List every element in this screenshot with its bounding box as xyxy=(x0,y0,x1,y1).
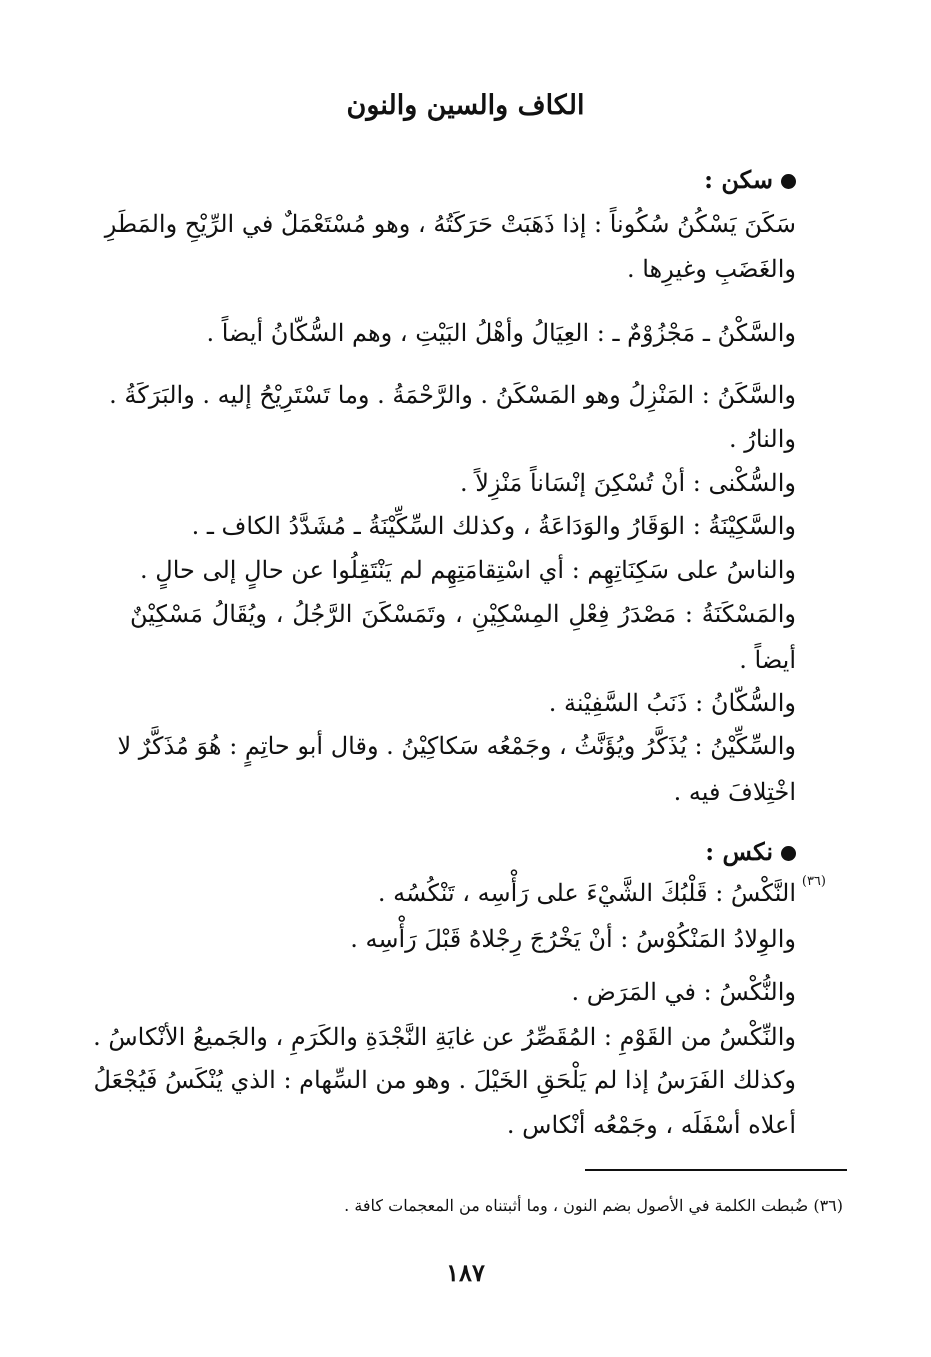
entry-heading-text: سكن : xyxy=(704,165,773,194)
footnote-text: (٣٦) ضُبطت الكلمة في الأصول بضم النون ، وما أثبتناه من المعجمات كافة . xyxy=(344,1196,843,1215)
page-number: ١٨٧ xyxy=(446,1258,485,1287)
entry-line: سَكَنَ يَسْكُنُ سُكُوناً : إذا ذَهَبَتْ حَرَكَتُهُ ، وهو مُسْتَعْمَلٌ في الرِّيْحِ والمَطَرِ xyxy=(104,210,796,238)
footnote-divider xyxy=(585,1169,847,1171)
entry-line: والغَضَبِ وغيرِها . xyxy=(626,255,796,283)
entry-line: والسَّكِيْنَةُ : الوَقَارُ والوَدَاعَةُ ، وكذلك السِّكِّيْنَةُ ـ مُشَدَّدُ الكاف ـ . xyxy=(191,512,796,540)
entry-line: والوِلادُ المَنْكُوْسُ : أنْ يَخْرُجَ رِجْلاهُ قَبْلَ رَأْسِه . xyxy=(350,925,796,953)
entry-line: اخْتِلافَ فيه . xyxy=(673,778,796,806)
footnote-reference: (٣٦) xyxy=(801,874,826,889)
entry-line: وكذلك الفَرَسُ إذا لم يَلْحَقِ الخَيْلَ . وهو من السِّهام : الذي يُنْكَسُ فَيُجْعَلُ xyxy=(93,1066,796,1094)
entry-heading-text: نكس : xyxy=(705,837,773,866)
entry-line: أيضاً . xyxy=(739,646,796,674)
entry-line: والنُّكْسُ : في المَرَض . xyxy=(571,978,796,1006)
entry-heading-nakas xyxy=(705,832,796,872)
entry-line: النَّكْسُ : قَلْبُكَ الشَّيْءَ على رَأْسِه ، تَنْكُسُه . xyxy=(377,879,796,907)
entry-line: والسُّكّانُ : ذَنَبُ السَّفِيْنة . xyxy=(548,689,796,717)
entry-line: والسَّكَنُ : المَنْزِلُ وهو المَسْكَنُ . والرَّحْمَةُ . وما تَسْتَرِيْحُ إليه . والبَرَكَةُ . xyxy=(109,381,796,409)
bullet-icon xyxy=(781,174,796,189)
entry-line: والمَسْكَنَةُ : مَصْدَرُ فِعْلِ المِسْكِيْنِ ، وتَمَسْكَنَ الرَّجُلُ ، ويُقَالُ مَسْكِيْنٌ xyxy=(130,600,797,628)
entry-line: والنِّكْسُ من القَوْمِ : المُقَصِّرُ عن غايَةِ النَّجْدَةِ والكَرَمِ ، والجَميعُ الأنْكاسُ . xyxy=(93,1023,796,1051)
entry-heading-sakan xyxy=(704,160,796,200)
entry-line: والنارُ . xyxy=(729,425,796,453)
entry-line: أعلاه أسْفَلَه ، وجَمْعُه أنْكاس . xyxy=(506,1111,796,1139)
entry-line: والسُّكْنى : أنْ تُسْكِنَ إنْسَاناً مَنْزِلاً . xyxy=(460,469,796,497)
bullet-icon xyxy=(781,846,796,861)
page-title: الكاف والسين والنون xyxy=(346,90,585,121)
entry-line: والسِّكِّيْنُ : يُذَكَّرُ ويُؤَنَّثُ ، وجَمْعُه سَكاكِيْنُ . وقال أبو حاتِمٍ : هُوَ مُذَكَّرٌ لا xyxy=(117,732,796,760)
entry-line: والسَّكْنُ ـ مَجْزُوْمٌ ـ : العِيَالُ وأهْلُ البَيْتِ ، وهم السُّكّانُ أيضاً . xyxy=(206,319,796,347)
entry-line: والناسُ على سَكِنَاتِهِم : أي اسْتِقامَتِهِم لم يَنْتَقِلُوا عن حالٍ إلى حالٍ . xyxy=(140,556,796,584)
